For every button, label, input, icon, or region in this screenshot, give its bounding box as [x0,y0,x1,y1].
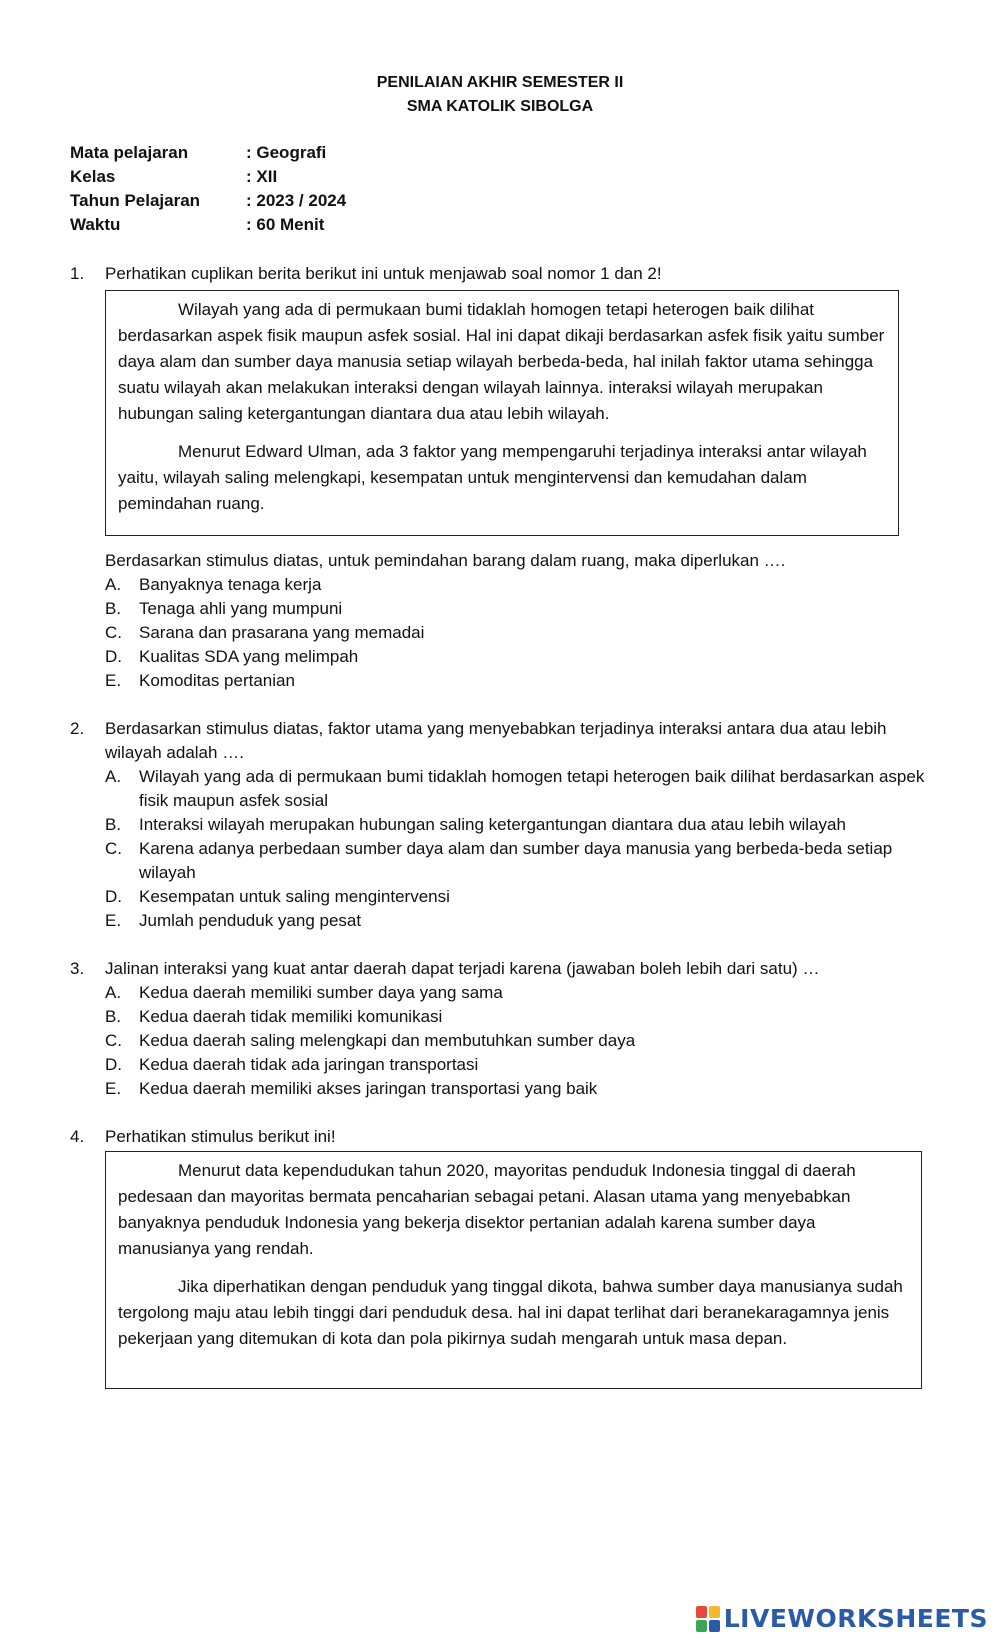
option-text: Komoditas pertanian [139,671,295,690]
meta-value: : 60 Menit [246,215,325,234]
question-text: Berdasarkan stimulus diatas, faktor utama yang menyebabkan terjadinya interaksi antara dua atau lebih wilayah adalah …. [105,719,887,762]
option-letter: E. [105,911,122,930]
question-number: 1. [70,264,85,283]
meta-row-subject [70,141,346,165]
option-letter: C. [105,623,122,642]
question-text: Jalinan interaksi yang kuat antar daerah dapat terjadi karena (jawaban boleh lebih dari satu) … [105,959,820,978]
stimulus-box-4 [105,1151,922,1389]
stimulus-box-1 [105,290,899,536]
liveworksheets-logo-icon [696,1606,720,1632]
answer-option[interactable] [105,1053,930,1077]
option-text: Kedua daerah tidak ada jaringan transportasi [139,1055,479,1074]
stimulus-paragraph: Wilayah yang ada di permukaan bumi tidaklah homogen tetapi heterogen baik dilihat berdasarkan aspek fisik maupun asfek sosial. Hal ini dapat dikaji berdasarkan asfek fisik yaitu sumber daya alam dan sumber daya manusia setiap wilayah berbeda-beda, hal inilah faktor utama sehingga suatu wilayah akan melakukan interaksi dengan wilayah lainnya. interaksi wilayah merupakan hubungan saling ketergantungan diantara dua atau lebih wilayah. [118,300,885,423]
answer-option[interactable] [105,813,930,837]
exam-title [0,71,1000,119]
option-letter: A. [105,983,122,1002]
liveworksheets-logo-text: LIVEWORKSHEETS [723,1604,988,1633]
option-text: Kedua daerah tidak memiliki komunikasi [139,1007,443,1026]
option-text: Kedua daerah saling melengkapi dan membutuhkan sumber daya [139,1031,636,1050]
stimulus-paragraph: Menurut data kependudukan tahun 2020, mayoritas penduduk Indonesia tinggal di daerah pedesaan dan mayoritas bermata pencaharian sebagai petani. Alasan utama yang menyebabkan banyaknya penduduk Indonesia yang bekerja disektor pertanian adalah karena sumber daya manusianya yang rendah. [118,1161,856,1258]
option-text: Wilayah yang ada di permukaan bumi tidaklah homogen tetapi heterogen baik dilihat berdasarkan aspek fisik maupun asfek sosial [139,767,925,810]
option-text: Interaksi wilayah merupakan hubungan saling ketergantungan diantara dua atau lebih wilayah [139,815,846,834]
question-text: Berdasarkan stimulus diatas, untuk pemindahan barang dalam ruang, maka diperlukan …. [105,551,786,570]
meta-row-time [70,213,346,237]
question-text: Perhatikan cuplikan berita berikut ini untuk menjawab soal nomor 1 dan 2! [105,264,662,283]
meta-value: : Geografi [246,143,327,162]
option-text: Sarana dan prasarana yang memadai [139,623,425,642]
answer-option[interactable] [105,909,930,933]
option-letter: D. [105,1055,122,1074]
option-letter: C. [105,1031,122,1050]
option-letter: A. [105,767,122,786]
option-letter: D. [105,647,122,666]
meta-value: : XII [246,167,278,186]
question-4 [70,1125,930,1149]
meta-label: Waktu [70,215,121,234]
option-text: Karena adanya perbedaan sumber daya alam dan sumber daya manusia yang berbeda-beda setiap wilayah [139,839,893,882]
question-number: 2. [70,719,85,738]
stimulus-paragraph: Menurut Edward Ulman, ada 3 faktor yang mempengaruhi terjadinya interaksi antar wilayah yaitu, wilayah saling melengkapi, kesempatan untuk mengintervensi dan kemudahan dalam pemindahan ruang. [118,442,867,513]
stimulus-paragraph: Jika diperhatikan dengan penduduk yang tinggal dikota, bahwa sumber daya manusianya sudah tergolong maju atau lebih tinggi dari penduduk desa. hal ini dapat terlihat dari beranekaragamnya jenis pekerjaan yang ditemukan di kota dan pola pikirnya sudah mengarah untuk masa depan. [118,1277,903,1348]
question-2 [70,717,930,933]
answer-option[interactable] [105,669,930,693]
meta-label: Kelas [70,167,116,186]
question-number: 4. [70,1127,85,1146]
meta-row-year [70,189,346,213]
question-3 [70,957,930,1101]
question-1 [70,262,930,286]
answer-option[interactable] [105,597,930,621]
exam-title-line2: SMA KATOLIK SIBOLGA [406,98,594,115]
meta-value: : 2023 / 2024 [246,191,347,210]
option-letter: B. [105,599,122,618]
option-letter: B. [105,815,122,834]
meta-row-class [70,165,346,189]
option-text: Jumlah penduduk yang pesat [139,911,362,930]
option-letter: B. [105,1007,122,1026]
answer-option[interactable] [105,981,930,1005]
option-text: Kualitas SDA yang melimpah [139,647,359,666]
option-letter: E. [105,1079,122,1098]
question-number: 3. [70,959,85,978]
exam-meta [70,141,346,237]
answer-option[interactable] [105,573,930,597]
answer-option[interactable] [105,1077,930,1101]
option-letter: C. [105,839,122,858]
question-1-body [105,549,930,693]
answer-option[interactable] [105,837,930,885]
meta-label: Mata pelajaran [70,143,189,162]
answer-option[interactable] [105,645,930,669]
option-text: Kesempatan untuk saling mengintervensi [139,887,450,906]
option-text: Tenaga ahli yang mumpuni [139,599,343,618]
answer-option[interactable] [105,1029,930,1053]
option-letter: D. [105,887,122,906]
option-text: Kedua daerah memiliki akses jaringan transportasi yang baik [139,1079,598,1098]
option-text: Kedua daerah memiliki sumber daya yang sama [139,983,503,1002]
answer-option[interactable] [105,1005,930,1029]
exam-title-line1: PENILAIAN AKHIR SEMESTER II [376,74,624,91]
meta-label: Tahun Pelajaran [70,191,201,210]
liveworksheets-logo [696,1604,988,1633]
question-text: Perhatikan stimulus berikut ini! [105,1127,336,1146]
answer-option[interactable] [105,621,930,645]
answer-option[interactable] [105,765,930,813]
option-text: Banyaknya tenaga kerja [139,575,322,594]
option-letter: E. [105,671,122,690]
option-letter: A. [105,575,122,594]
answer-option[interactable] [105,885,930,909]
